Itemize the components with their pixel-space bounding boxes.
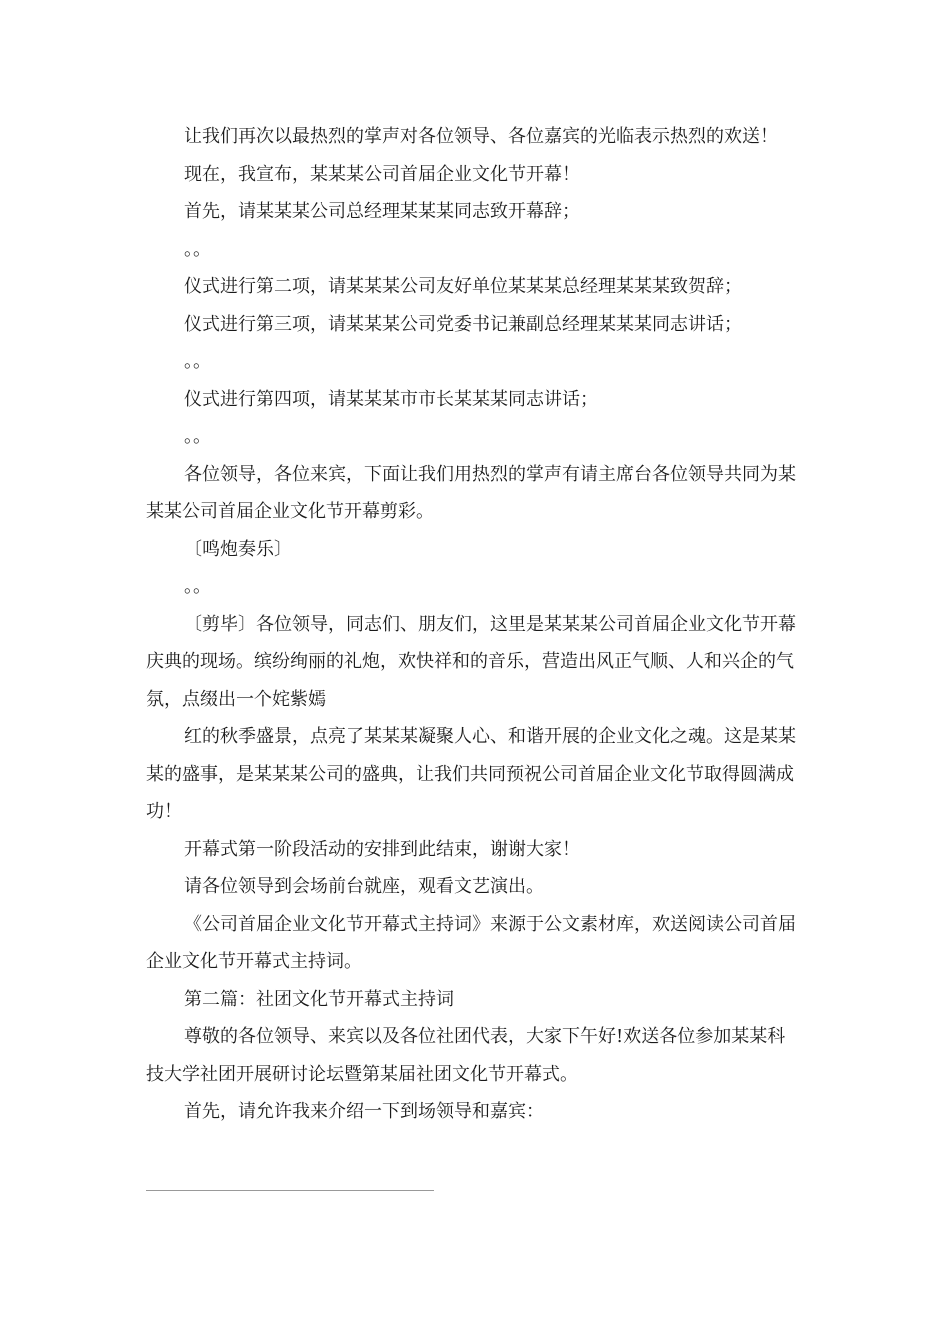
paragraph: 让我们再次以最热烈的掌声对各位领导、各位嘉宾的光临表示热烈的欢送！ [184,126,778,147]
paragraph: 。。 [184,351,211,372]
paragraph: 。。 [184,238,211,260]
paragraph: 〔鸣炮奏乐〕 [184,538,292,560]
paragraph: 《公司首届企业文化节开幕式主持词》来源于公文素材库，欢送阅读公司首届企业文化节开幕式主持词。 [146,913,796,972]
paragraph: 尊敬的各位领导、来宾以及各位社团代表，大家下午好!欢送各位参加某某科技大学社团开展研讨论坛暨第某届社团文化节开幕式。 [146,1026,786,1085]
document-body [146,118,798,1131]
paragraph: 。。 [184,576,211,597]
paragraph: 首先，请允许我来介绍一下到场领导和嘉宾： [184,1101,544,1122]
paragraph: 请各位领导到会场前台就座，观看文艺演出。 [184,876,544,897]
footnote-divider [146,1190,434,1191]
paragraph: 首先，请某某某公司总经理某某某同志致开幕辞； [184,201,580,222]
paragraph: 。。 [184,426,211,447]
paragraph: 仪式进行第四项，请某某某市市长某某某同志讲话； [184,388,598,410]
section-heading: 第二篇：社团文化节开幕式主持词 [184,988,454,1010]
paragraph: 仪式进行第二项，请某某某公司友好单位某某某总经理某某某致贺辞； [184,276,742,297]
paragraph: 〔剪毕〕各位领导，同志们、朋友们，这里是某某某公司首届企业文化节开幕庆典的现场。缤纷绚丽的礼炮，欢快祥和的音乐，营造出风正气顺、人和兴企的气氛，点缀出一个姹紫嫣 [146,613,796,710]
paragraph: 仪式进行第三项，请某某某公司党委书记兼副总经理某某某同志讲话； [184,313,742,335]
paragraph: 红的秋季盛景，点亮了某某某凝聚人心、和谐开展的企业文化之魂。这是某某某的盛事，是某某某公司的盛典，让我们共同预祝公司首届企业文化节取得圆满成功！ [146,726,796,822]
paragraph: 各位领导，各位来宾，下面让我们用热烈的掌声有请主席台各位领导共同为某某某公司首届企业文化节开幕剪彩。 [146,463,796,522]
paragraph: 现在，我宣布，某某某公司首届企业文化节开幕！ [184,163,580,185]
paragraph: 开幕式第一阶段活动的安排到此结束，谢谢大家！ [184,838,580,860]
